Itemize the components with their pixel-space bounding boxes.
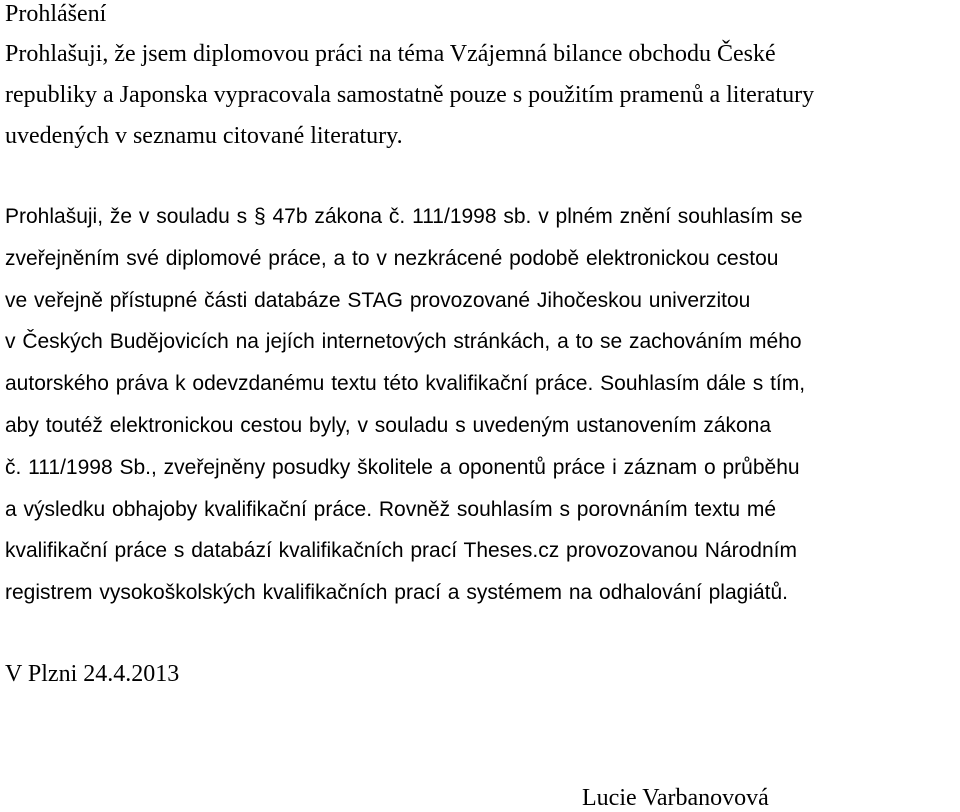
text-line: republiky a Japonska vypracovala samostatně pouze s použitím pramenů a literatury [5, 82, 815, 108]
page-title: Prohlášení [5, 1, 107, 27]
declaration-paragraph-authorship [5, 34, 955, 157]
text-line: aby toutéž elektronickou cestou byly, v souladu s uvedeným ustanovením zákona [5, 413, 772, 437]
text-line: č. 111/1998 Sb., zveřejněny posudky školitele a oponentů práce i záznam o průběhu [5, 455, 800, 479]
text-line: a výsledku obhajoby kvalifikační práce. Rovněž souhlasím s porovnáním textu mé [5, 497, 777, 521]
signature-name: Lucie Varbanovová [582, 785, 769, 811]
text-line: Prohlašuji, že jsem diplomovou práci na téma Vzájemná bilance obchodu České [5, 41, 776, 67]
text-line: registrem vysokoškolských kvalifikačních prací a systémem na odhalování plagiátů. [5, 581, 789, 605]
place-and-date: V Plzni 24.4.2013 [5, 661, 180, 687]
text-line: v Českých Budějovicích na jejích internetových stránkách, a to se zachováním mého [5, 330, 802, 354]
text-line: autorského práva k odevzdanému textu této kvalifikační práce. Souhlasím dále s tím, [5, 372, 806, 396]
text-line: kvalifikační práce s databází kvalifikačních prací Theses.cz provozovanou Národním [5, 539, 797, 563]
text-line: zveřejněním své diplomové práce, a to v nezkrácené podobě elektronickou cestou [5, 246, 779, 270]
text-line: ve veřejně přístupné části databáze STAG provozované Jihočeskou univerzitou [5, 288, 751, 312]
text-line: Prohlašuji, že v souladu s § 47b zákona č. 111/1998 sb. v plném znění souhlasím se [5, 205, 803, 228]
text-line: uvedených v seznamu citované literatury. [5, 123, 403, 149]
declaration-paragraph-publication-consent [5, 196, 955, 614]
